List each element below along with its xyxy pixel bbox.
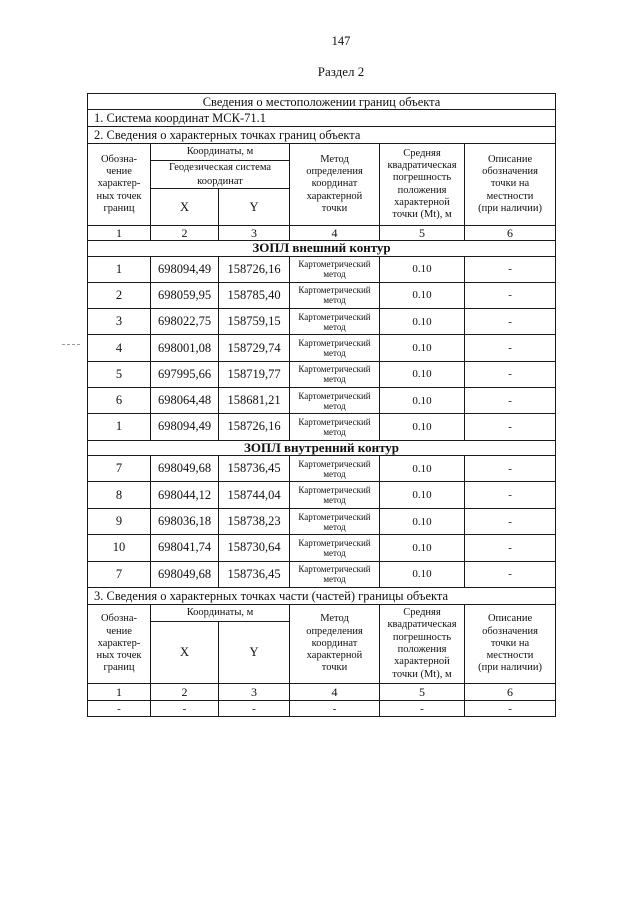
point-row (88, 256, 556, 282)
x-coordinate-cell: 698001,08 (151, 335, 219, 361)
y-coordinate-cell: - (219, 701, 290, 717)
y-coordinate-cell: 158785,40 (219, 282, 290, 308)
point-number-cell: 8 (88, 482, 151, 508)
method-cell: Картометрический метод (290, 561, 380, 587)
x-header: X (151, 622, 219, 684)
y-header: Y (219, 189, 290, 226)
column-number-row (88, 684, 556, 701)
method-cell: Картометрический метод (290, 335, 380, 361)
x-header: X (151, 189, 219, 226)
method-header: Метод определения координат характерной точки (290, 144, 380, 226)
description-cell: - (465, 309, 556, 335)
description-cell: - (465, 414, 556, 440)
description-cell: - (465, 482, 556, 508)
description-cell: - (465, 561, 556, 587)
y-coordinate-cell: 158736,45 (219, 561, 290, 587)
contour-group-row (88, 241, 556, 257)
boundary-points-table (87, 93, 556, 717)
point-designation-header: Обозна- чение характер- ных точек границ (88, 144, 151, 226)
error-cell: 0.10 (380, 482, 465, 508)
column-number: 1 (88, 684, 151, 701)
method-cell: Картометрический метод (290, 414, 380, 440)
point-number-cell: 7 (88, 456, 151, 482)
point-number-cell: 2 (88, 282, 151, 308)
point-number-cell: 4 (88, 335, 151, 361)
x-coordinate-cell: 698022,75 (151, 309, 219, 335)
y-coordinate-cell: 158730,64 (219, 535, 290, 561)
description-header: Описание обозначения точки на местности (при наличии) (465, 144, 556, 226)
section-2-header (88, 94, 556, 241)
method-cell: Картометрический метод (290, 361, 380, 387)
column-number: 6 (465, 684, 556, 701)
point-row (88, 361, 556, 387)
x-coordinate-cell: 698094,49 (151, 256, 219, 282)
coordinates-header: Координаты, м (151, 605, 290, 622)
description-cell: - (465, 335, 556, 361)
error-header: Средняя квадратическая погрешность положения характерной точки (Mt), м (380, 144, 465, 226)
method-header: Метод определения координат характерной точки (290, 605, 380, 684)
point-number-cell: 5 (88, 361, 151, 387)
column-number: 2 (151, 226, 219, 241)
x-coordinate-cell: 698094,49 (151, 414, 219, 440)
error-cell: 0.10 (380, 309, 465, 335)
error-cell: 0.10 (380, 335, 465, 361)
description-cell: - (465, 535, 556, 561)
column-number: 4 (290, 226, 380, 241)
column-number: 6 (465, 226, 556, 241)
section-2-header-row (88, 144, 556, 161)
column-number: 3 (219, 684, 290, 701)
section-3-title-row (88, 588, 556, 605)
description-cell: - (465, 508, 556, 534)
x-coordinate-cell: 698049,68 (151, 456, 219, 482)
coordinate-system-row (88, 110, 556, 127)
coordinates-header: Координаты, м (151, 144, 290, 161)
point-row (88, 282, 556, 308)
contour-group-title: ЗОПЛ внутренний контур (88, 440, 556, 456)
y-header: Y (219, 622, 290, 684)
point-number-cell: 1 (88, 414, 151, 440)
y-coordinate-cell: 158759,15 (219, 309, 290, 335)
table-title: Сведения о местоположении границ объекта (88, 94, 556, 110)
geodetic-system-header: Геодезическая система координат (151, 161, 290, 189)
y-coordinate-cell: 158729,74 (219, 335, 290, 361)
method-cell: Картометрический метод (290, 282, 380, 308)
method-cell: Картометрический метод (290, 508, 380, 534)
error-cell: 0.10 (380, 456, 465, 482)
description-cell: - (465, 282, 556, 308)
error-header: Средняя квадратическая погрешность положения характерной точки (Mt), м (380, 605, 465, 684)
x-coordinate-cell: 698036,18 (151, 508, 219, 534)
point-row (88, 335, 556, 361)
description-cell: - (465, 456, 556, 482)
y-coordinate-cell: 158726,16 (219, 414, 290, 440)
y-coordinate-cell: 158681,21 (219, 387, 290, 413)
method-cell: Картометрический метод (290, 535, 380, 561)
point-number-cell: 6 (88, 387, 151, 413)
error-cell: 0.10 (380, 361, 465, 387)
y-coordinate-cell: 158744,04 (219, 482, 290, 508)
error-cell: 0.10 (380, 414, 465, 440)
description-cell: - (465, 256, 556, 282)
x-coordinate-cell: 698059,95 (151, 282, 219, 308)
x-coordinate-cell: 698049,68 (151, 561, 219, 587)
y-coordinate-cell: 158726,16 (219, 256, 290, 282)
method-cell: Картометрический метод (290, 256, 380, 282)
error-cell: 0.10 (380, 282, 465, 308)
error-cell: 0.10 (380, 561, 465, 587)
empty-point-row (88, 701, 556, 717)
point-row (88, 387, 556, 413)
point-number-cell: 10 (88, 535, 151, 561)
contour-group-row (88, 440, 556, 456)
x-coordinate-cell: 697995,66 (151, 361, 219, 387)
column-number: 3 (219, 226, 290, 241)
error-cell: 0.10 (380, 256, 465, 282)
description-cell: - (465, 361, 556, 387)
column-number: 4 (290, 684, 380, 701)
error-cell: 0.10 (380, 508, 465, 534)
point-row (88, 456, 556, 482)
method-cell: Картометрический метод (290, 387, 380, 413)
coordinate-system-label: 1. Система координат МСК-71.1 (88, 110, 556, 127)
column-number: 2 (151, 684, 219, 701)
point-number-cell: - (88, 701, 151, 717)
error-cell: 0.10 (380, 387, 465, 413)
description-cell: - (465, 387, 556, 413)
page-number: 147 (331, 34, 351, 48)
scan-mark (62, 344, 80, 345)
point-row (88, 414, 556, 440)
point-number-cell: 7 (88, 561, 151, 587)
point-number-cell: 9 (88, 508, 151, 534)
point-row (88, 309, 556, 335)
point-row (88, 508, 556, 534)
x-coordinate-cell: - (151, 701, 219, 717)
y-coordinate-cell: 158738,23 (219, 508, 290, 534)
point-row (88, 482, 556, 508)
table-title-row (88, 94, 556, 110)
error-cell: 0.10 (380, 535, 465, 561)
section-2-rows (88, 241, 556, 588)
column-number: 5 (380, 226, 465, 241)
y-coordinate-cell: 158736,45 (219, 456, 290, 482)
column-number: 1 (88, 226, 151, 241)
y-coordinate-cell: 158719,77 (219, 361, 290, 387)
description-header: Описание обозначения точки на местности (при наличии) (465, 605, 556, 684)
column-number: 5 (380, 684, 465, 701)
point-number-cell: 3 (88, 309, 151, 335)
section-2-title: 2. Сведения о характерных точках границ объекта (88, 127, 556, 144)
section-2-title-row (88, 127, 556, 144)
point-number-cell: 1 (88, 256, 151, 282)
section-label: Раздел 2 (317, 64, 365, 79)
section-3-title: 3. Сведения о характерных точках части (частей) границы объекта (88, 588, 556, 605)
section-3-header-row (88, 605, 556, 622)
x-coordinate-cell: 698044,12 (151, 482, 219, 508)
method-cell: - (290, 701, 380, 717)
method-cell: Картометрический метод (290, 309, 380, 335)
section-3 (88, 588, 556, 717)
method-cell: Картометрический метод (290, 456, 380, 482)
x-coordinate-cell: 698064,48 (151, 387, 219, 413)
column-number-row (88, 226, 556, 241)
description-cell: - (465, 701, 556, 717)
point-row (88, 535, 556, 561)
method-cell: Картометрический метод (290, 482, 380, 508)
point-designation-header: Обозна- чение характер- ных точек границ (88, 605, 151, 684)
x-coordinate-cell: 698041,74 (151, 535, 219, 561)
point-row (88, 561, 556, 587)
error-cell: - (380, 701, 465, 717)
contour-group-title: ЗОПЛ внешний контур (88, 241, 556, 257)
